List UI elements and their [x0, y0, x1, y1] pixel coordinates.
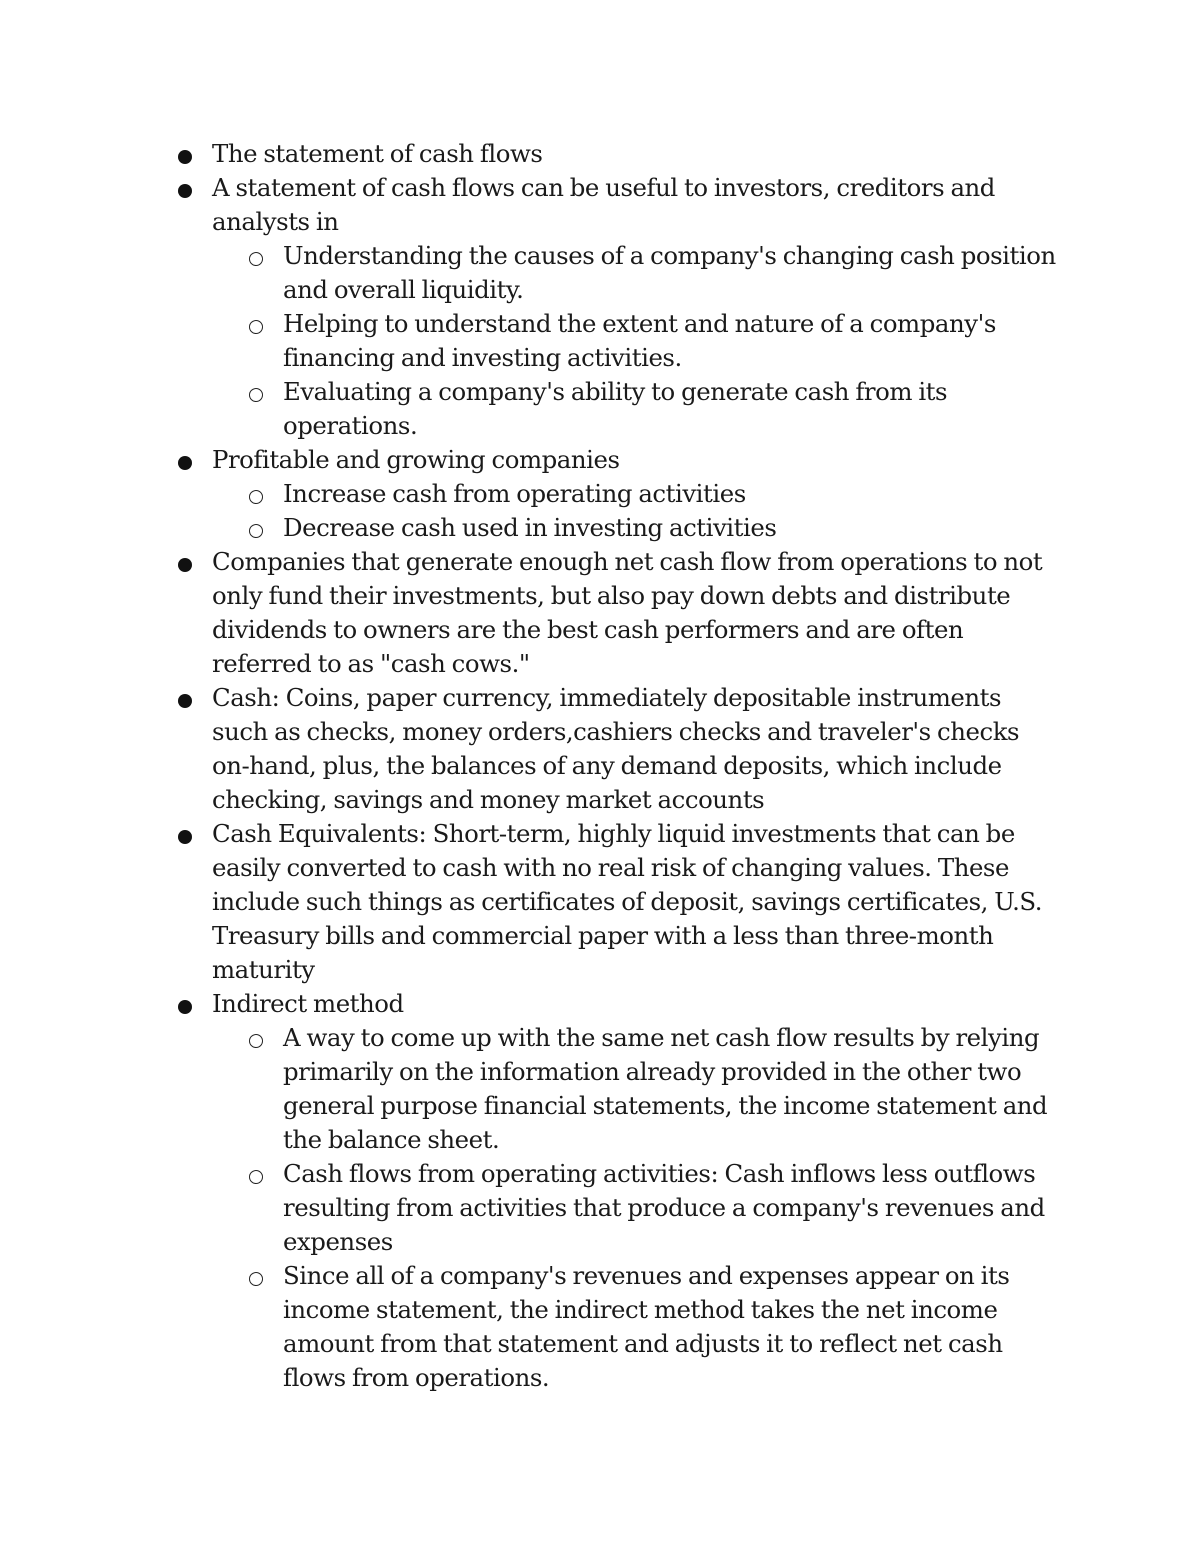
- sub-list-item: [0, 511, 1058, 545]
- list-item-text: Cash Equivalents: Short-term, highly liquid investments that can be easily converted to cash with no real risk of changing values. These include such things as certificates of deposit, savings certificates, U.S. Treasury bills and commercial paper with a less than three-month maturity: [212, 819, 1043, 984]
- list-item-text: The statement of cash flows: [212, 139, 543, 168]
- list-item-text: Decrease cash used in investing activities: [283, 513, 777, 542]
- list-item: [0, 681, 1057, 817]
- sub-list-item: [0, 1157, 1058, 1259]
- list-item-text: Cash flows from operating activities: Cash inflows less outflows resulting from activities that produce a company's revenues and expenses: [283, 1159, 1045, 1256]
- list-item: [0, 817, 1057, 987]
- filled-bullet-icon: [178, 830, 192, 844]
- list-item: [0, 443, 1057, 477]
- sub-list-item: [0, 1259, 1058, 1395]
- list-item: [0, 137, 1057, 171]
- list-item: [0, 171, 1057, 239]
- sub-list-item: [0, 375, 1058, 443]
- list-item-text: Indirect method: [212, 989, 404, 1018]
- list-item-text: Evaluating a company's ability to generate cash from its operations.: [283, 377, 948, 440]
- list-item: [0, 987, 1057, 1021]
- list-item-text: A way to come up with the same net cash flow results by relying primarily on the information already provided in the other two general purpose financial statements, the income statement and the balance sheet.: [283, 1023, 1048, 1154]
- hollow-bullet-icon: [249, 1170, 263, 1184]
- sub-list-item: [0, 307, 1058, 375]
- list-item-text: Increase cash from operating activities: [283, 479, 746, 508]
- hollow-bullet-icon: [249, 524, 263, 538]
- list-item-text: Understanding the causes of a company's changing cash position and overall liquidity.: [283, 241, 1056, 304]
- hollow-bullet-icon: [249, 1034, 263, 1048]
- filled-bullet-icon: [178, 184, 192, 198]
- bullet-list: [0, 137, 1200, 1395]
- sub-list-item: [0, 239, 1058, 307]
- hollow-bullet-icon: [249, 252, 263, 266]
- list-item-text: Profitable and growing companies: [212, 445, 620, 474]
- list-item-text: A statement of cash flows can be useful to investors, creditors and analysts in: [212, 173, 995, 236]
- sub-list-item: [0, 1021, 1058, 1157]
- hollow-bullet-icon: [249, 1272, 263, 1286]
- filled-bullet-icon: [178, 1000, 192, 1014]
- filled-bullet-icon: [178, 694, 192, 708]
- sub-list-item: [0, 477, 1058, 511]
- filled-bullet-icon: [178, 558, 192, 572]
- list-item-text: Since all of a company's revenues and expenses appear on its income statement, the indirect method takes the net income amount from that statement and adjusts it to reflect net cash flows from operations.: [283, 1261, 1010, 1392]
- list-item-text: Companies that generate enough net cash flow from operations to not only fund their investments, but also pay down debts and distribute dividends to owners are the best cash performers and are often referred to as "cash cows.": [212, 547, 1043, 678]
- hollow-bullet-icon: [249, 490, 263, 504]
- hollow-bullet-icon: [249, 388, 263, 402]
- filled-bullet-icon: [178, 150, 192, 164]
- hollow-bullet-icon: [249, 320, 263, 334]
- list-item-text: Helping to understand the extent and nature of a company's financing and investing activities.: [283, 309, 996, 372]
- list-item: [0, 545, 1057, 681]
- list-item-text: Cash: Coins, paper currency, immediately depositable instruments such as checks, money orders,cashiers checks and traveler's checks on-hand, plus, the balances of any demand deposits, which include checking, savings and money market accounts: [212, 683, 1020, 814]
- filled-bullet-icon: [178, 456, 192, 470]
